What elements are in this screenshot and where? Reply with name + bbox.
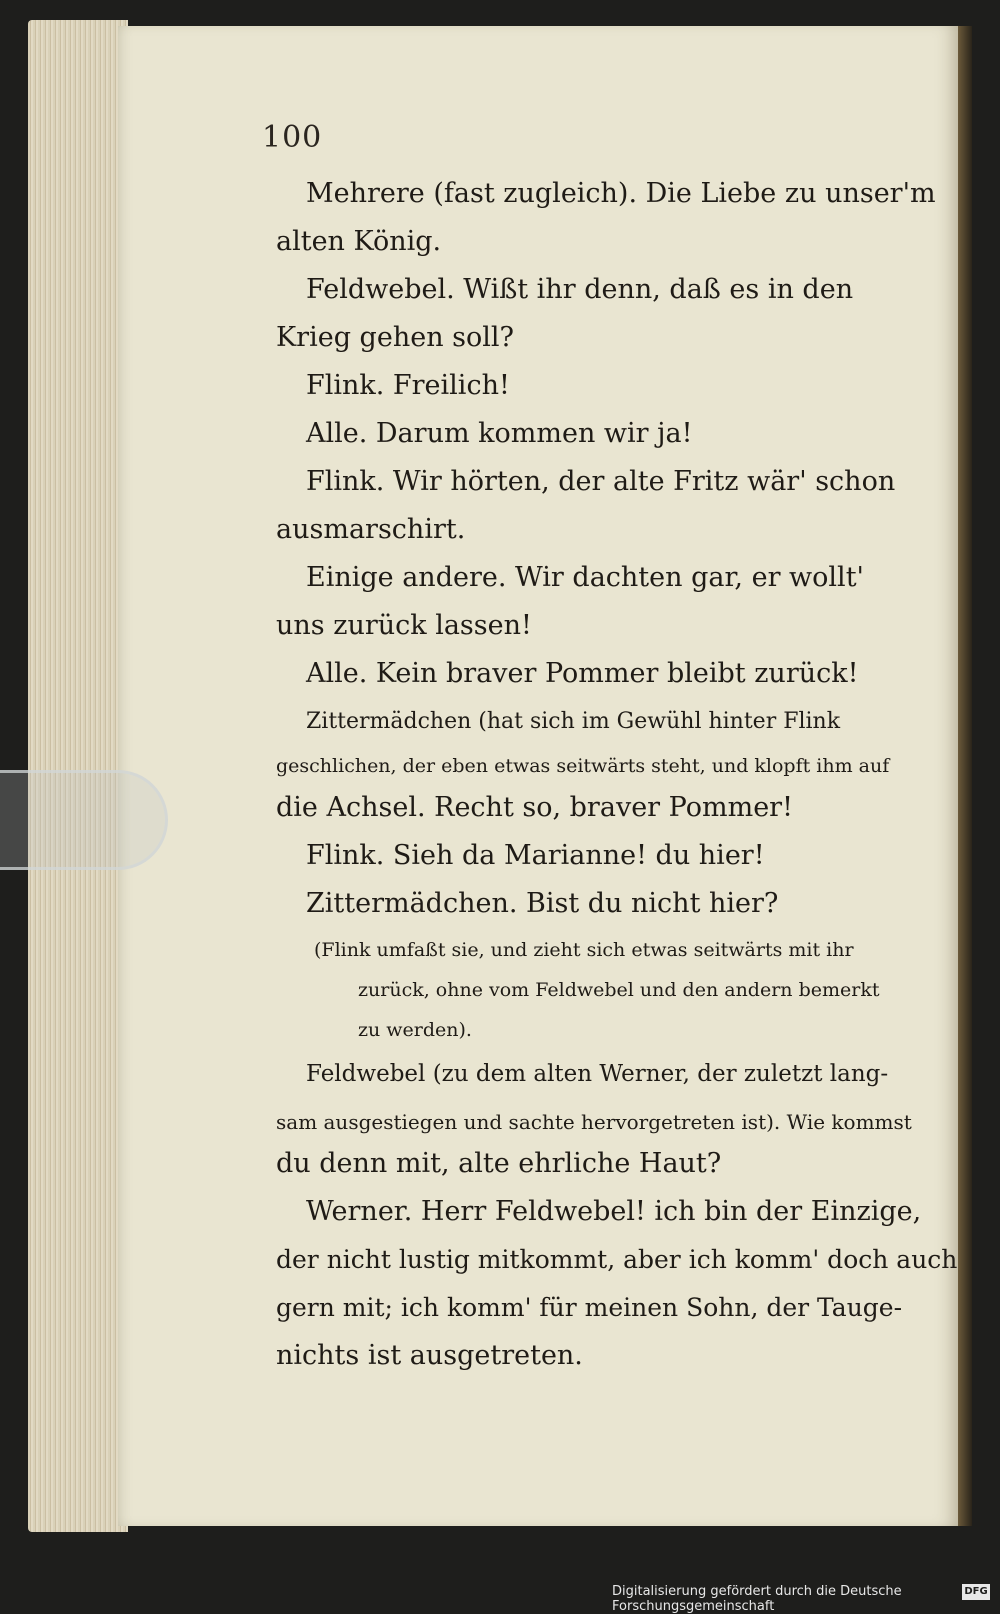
text-line: ausmarschirt. xyxy=(276,514,466,545)
text-line: Alle. Darum kommen wir ja! xyxy=(306,418,693,449)
text-line: du denn mit, alte ehrliche Haut? xyxy=(276,1148,722,1179)
text-line: Einige andere. Wir dachten gar, er wollt' xyxy=(306,562,864,593)
text-line: geschlichen, der eben etwas seitwärts steht, und klopft ihm auf xyxy=(276,755,890,777)
page-number: 100 xyxy=(262,120,323,155)
text-line: Werner. Herr Feldwebel! ich bin der Einzige, xyxy=(306,1196,922,1227)
text-line: gern mit; ich komm' für meinen Sohn, der Tauge- xyxy=(276,1293,903,1322)
text-line: nichts ist ausgetreten. xyxy=(276,1340,583,1371)
stage-direction-line: (Flink umfaßt sie, und zieht sich etwas seitwärts mit ihr xyxy=(314,939,854,961)
dfg-logo: DFG xyxy=(962,1584,990,1600)
text-line: Zittermädchen (hat sich im Gewühl hinter Flink xyxy=(306,709,841,734)
text-line: der nicht lustig mitkommt, aber ich komm' doch auch xyxy=(276,1245,958,1274)
text-line: Zittermädchen. Bist du nicht hier? xyxy=(306,888,779,919)
digitization-credit: Digitalisierung gefördert durch die Deutsche Forschungsgemeinschaft xyxy=(612,1584,902,1614)
book-gutter xyxy=(958,26,972,1526)
text-line: Mehrere (fast zugleich). Die Liebe zu unser'm xyxy=(306,178,936,209)
stage-direction-line: zu werden). xyxy=(358,1019,472,1041)
text-line: Alle. Kein braver Pommer bleibt zurück! xyxy=(306,658,859,689)
text-line: Feldwebel. Wißt ihr denn, daß es in den xyxy=(306,274,854,305)
text-line: Feldwebel (zu dem alten Werner, der zuletzt lang- xyxy=(306,1061,889,1087)
text-line: Flink. Freilich! xyxy=(306,370,510,401)
stage-direction-line: zurück, ohne vom Feldwebel und den andern bemerkt xyxy=(358,979,880,1001)
text-line: Flink. Wir hörten, der alte Fritz wär' schon xyxy=(306,466,896,497)
text-line: die Achsel. Recht so, braver Pommer! xyxy=(276,792,793,823)
page-clip xyxy=(0,770,168,870)
text-line: sam ausgestiegen und sachte hervorgetreten ist). Wie kommst xyxy=(276,1110,912,1134)
text-line: Flink. Sieh da Marianne! du hier! xyxy=(306,840,765,871)
text-line: alten König. xyxy=(276,226,442,257)
text-line: Krieg gehen soll? xyxy=(276,322,515,353)
text-line: uns zurück lassen! xyxy=(276,610,532,641)
